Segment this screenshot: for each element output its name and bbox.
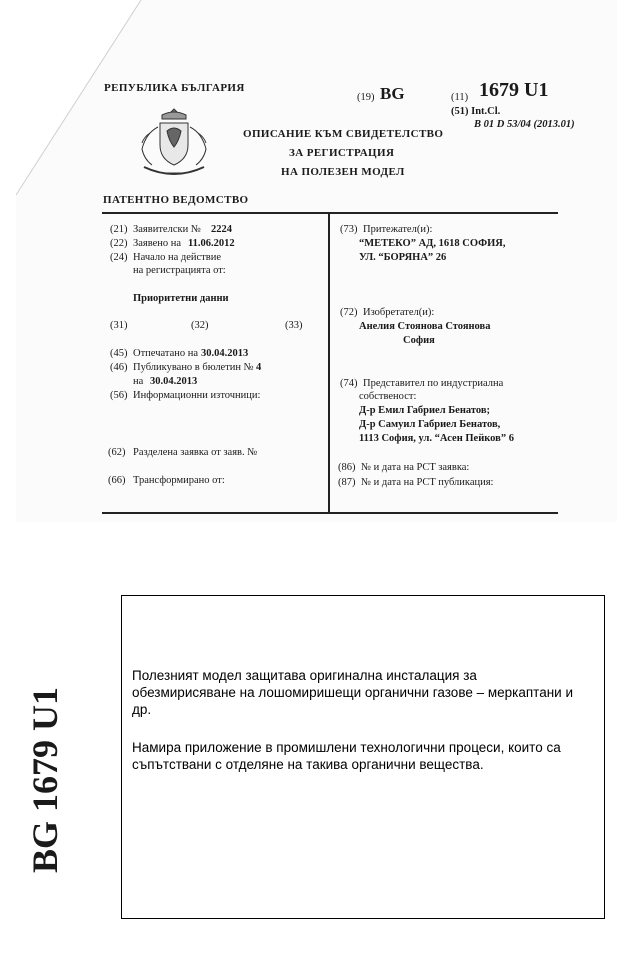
- representative-line1: Д-р Емил Габриел Бенатов;: [359, 405, 491, 416]
- ipc-classification: B 01 D 53/04 (2013.01): [474, 119, 575, 130]
- owner-line1: “МЕТЕКО” АД, 1618 СОФИЯ,: [359, 238, 506, 249]
- field-46-code: (46): [110, 362, 128, 373]
- patent-office-name: ПАТЕНТНО ВЕДОМСТВО: [103, 194, 249, 206]
- field-86-label: № и дата на PCT заявка:: [361, 462, 470, 473]
- field-74-label-cont: собственост:: [359, 391, 417, 402]
- code-11: (11): [451, 92, 469, 103]
- field-22-value: 11.06.2012: [188, 238, 235, 249]
- field-24-label-cont: на регистрацията от:: [133, 265, 226, 276]
- field-22-code: (22): [110, 238, 128, 249]
- field-24-code: (24): [110, 252, 128, 263]
- field-22-label: Заявено на: [133, 238, 182, 249]
- table-column-divider: [328, 213, 330, 513]
- priority-heading: Приоритетни данни: [133, 293, 229, 304]
- field-87-label: № и дата на PCT публикация:: [361, 477, 494, 488]
- inventor-name: Анелия Стоянова Стоянова: [359, 321, 491, 332]
- field-46-label: Публикувано в бюлетин №: [133, 362, 254, 373]
- field-73-code: (73): [340, 224, 358, 235]
- country-code: BG: [380, 84, 405, 103]
- field-45-label: Отпечатано на: [133, 348, 199, 359]
- field-33-code: (33): [285, 320, 303, 331]
- field-46-value: 30.04.2013: [150, 376, 198, 387]
- field-72-label: Изобретател(и):: [363, 307, 435, 318]
- spine-document-number: BG 1679 U1: [25, 687, 65, 874]
- field-24-label: Начало на действие: [133, 252, 221, 263]
- table-top-rule: [102, 212, 558, 214]
- coat-of-arms-icon: [132, 103, 216, 183]
- document-number: 1679 U1: [479, 79, 549, 101]
- page-fold-shadow: [16, 0, 146, 200]
- field-86-code: (86): [338, 462, 356, 473]
- field-45-value: 30.04.2013: [201, 348, 249, 359]
- field-66-label: Трансформирано от:: [133, 475, 225, 486]
- representative-line2: Д-р Самуил Габриел Бенатов,: [359, 419, 501, 430]
- document-title-line2: ЗА РЕГИСТРАЦИЯ: [289, 147, 395, 159]
- field-21-value: 2224: [211, 224, 232, 235]
- field-45-code: (45): [110, 348, 128, 359]
- field-56-code: (56): [110, 390, 128, 401]
- abstract-box: [121, 595, 605, 919]
- abstract-paragraph-2: Намира приложение в промишлени технологични процеси, които са съпътствани с отделяне на такива органични вещества.: [132, 740, 561, 772]
- table-bottom-rule: [102, 512, 558, 514]
- field-62-label: Разделена заявка от заяв. №: [133, 447, 258, 458]
- field-62-code: (62): [108, 447, 126, 458]
- field-87-code: (87): [338, 477, 356, 488]
- inventor-city: София: [403, 335, 435, 346]
- field-31-code: (31): [110, 320, 128, 331]
- field-73-label: Притежател(и):: [363, 224, 433, 235]
- field-74-code: (74): [340, 378, 358, 389]
- code-19: (19): [357, 92, 375, 103]
- document-title-line1: ОПИСАНИЕ КЪМ СВИДЕТЕЛСТВО: [243, 128, 444, 140]
- representative-line3: 1113 София, ул. “Асен Пейков” 6: [359, 433, 514, 444]
- field-56-label: Информационни източници:: [133, 390, 261, 401]
- country-name: РЕПУБЛИКА БЪЛГАРИЯ: [104, 82, 245, 94]
- field-21-label: Заявителски №: [133, 224, 201, 235]
- code-51: (51) Int.Cl.: [451, 106, 501, 117]
- field-74-label: Представител по индустриална: [363, 378, 504, 389]
- abstract-paragraph-1: Полезният модел защитава оригинална инсталация за обезмирисяване на лошомиришещи органични газове – меркаптани и др.: [132, 668, 574, 717]
- field-21-code: (21): [110, 224, 128, 235]
- field-32-code: (32): [191, 320, 209, 331]
- field-46-on: на: [133, 376, 144, 387]
- field-46-number: 4: [256, 362, 262, 373]
- field-66-code: (66): [108, 475, 126, 486]
- document-title-line3: НА ПОЛЕЗЕН МОДЕЛ: [281, 166, 405, 178]
- owner-line2: УЛ. “БОРЯНА” 26: [359, 252, 447, 263]
- field-72-code: (72): [340, 307, 358, 318]
